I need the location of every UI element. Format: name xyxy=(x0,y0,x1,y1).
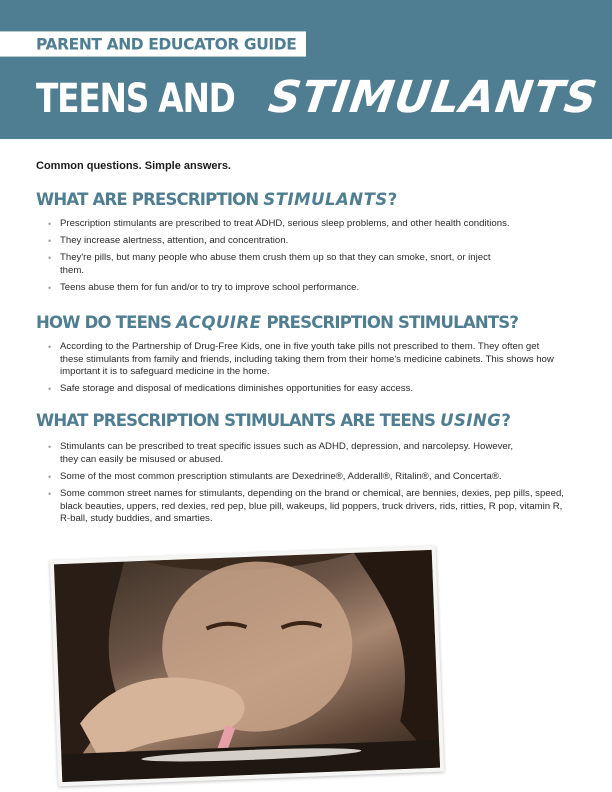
list-item: • According to the Partnership of Drug-Free Kids, one in five youth take pills not prescribed to them. They often get these stimulants from family and friends, including taking them from their home's medicine cabinets. This shows how important it is to safeguard medicine in the home. xyxy=(48,341,558,379)
list-item: • Prescription stimulants are prescribed to treat ADHD, serious sleep problems, and other health conditions. xyxy=(48,218,578,231)
section-heading-how-acquire xyxy=(36,313,518,332)
list-item: • Safe storage and disposal of medications diminishes opportunities for easy access. xyxy=(48,383,558,396)
list-item: • Some of the most common prescription stimulants are Dexedrine®, Adderall®, Ritalin®, and Concerta®. xyxy=(48,471,573,484)
title-brush: STIMULANTS xyxy=(265,72,601,123)
bullet-list-what-are xyxy=(48,218,578,299)
section-heading-which-stimulants xyxy=(36,411,510,430)
teen-snorting-photo xyxy=(54,550,440,782)
list-item: • They're pills, but many people who abuse them crush them up so that they can smoke, snort, or inject them. xyxy=(48,252,578,277)
list-item: • Teens abuse them for fun and/or to try to improve school performance. xyxy=(48,282,578,295)
hair-right xyxy=(354,550,440,771)
title-plain: TEENS AND xyxy=(36,76,235,122)
heading-text: PRESCRIPTION STIMULANTS? xyxy=(261,313,519,332)
heading-brush-word: ACQUIRE xyxy=(176,313,262,332)
intro-text: Common questions. Simple answers. xyxy=(36,160,231,172)
heading-text: ? xyxy=(501,411,511,430)
bullet-list-which-stimulants xyxy=(48,441,573,530)
bullet-list-how-acquire xyxy=(48,341,558,401)
guide-label: PARENT AND EDUCATOR GUIDE xyxy=(0,31,306,56)
list-item: • Stimulants can be prescribed to treat specific issues such as ADHD, depression, and narcolepsy. However, they can easily be misused or abused. xyxy=(48,441,573,466)
heading-brush-word: USING xyxy=(440,411,502,430)
heading-brush-word: STIMULANTS xyxy=(263,190,388,209)
heading-text: HOW DO TEENS xyxy=(36,313,177,332)
photo-illustration xyxy=(54,550,440,782)
list-item: • Some common street names for stimulants, depending on the brand or chemical, are bennies, dexies, pep pills, speed, black beauties, uppers, red dexies, red pep, blue pill, wakeups, lid poppers, truck drivers, rids, ritties, R pop, vitamin R, R-ball, study buddies, and smarties. xyxy=(48,488,573,526)
heading-text: ? xyxy=(387,190,397,209)
heading-text: WHAT ARE PRESCRIPTION xyxy=(36,190,264,209)
heading-text: WHAT PRESCRIPTION STIMULANTS ARE TEENS xyxy=(36,411,441,430)
page-title xyxy=(36,72,601,125)
list-item: • They increase alertness, attention, and concentration. xyxy=(48,235,578,248)
section-heading-what-are xyxy=(36,190,396,209)
header-banner xyxy=(0,0,612,139)
photo-frame xyxy=(50,546,444,787)
